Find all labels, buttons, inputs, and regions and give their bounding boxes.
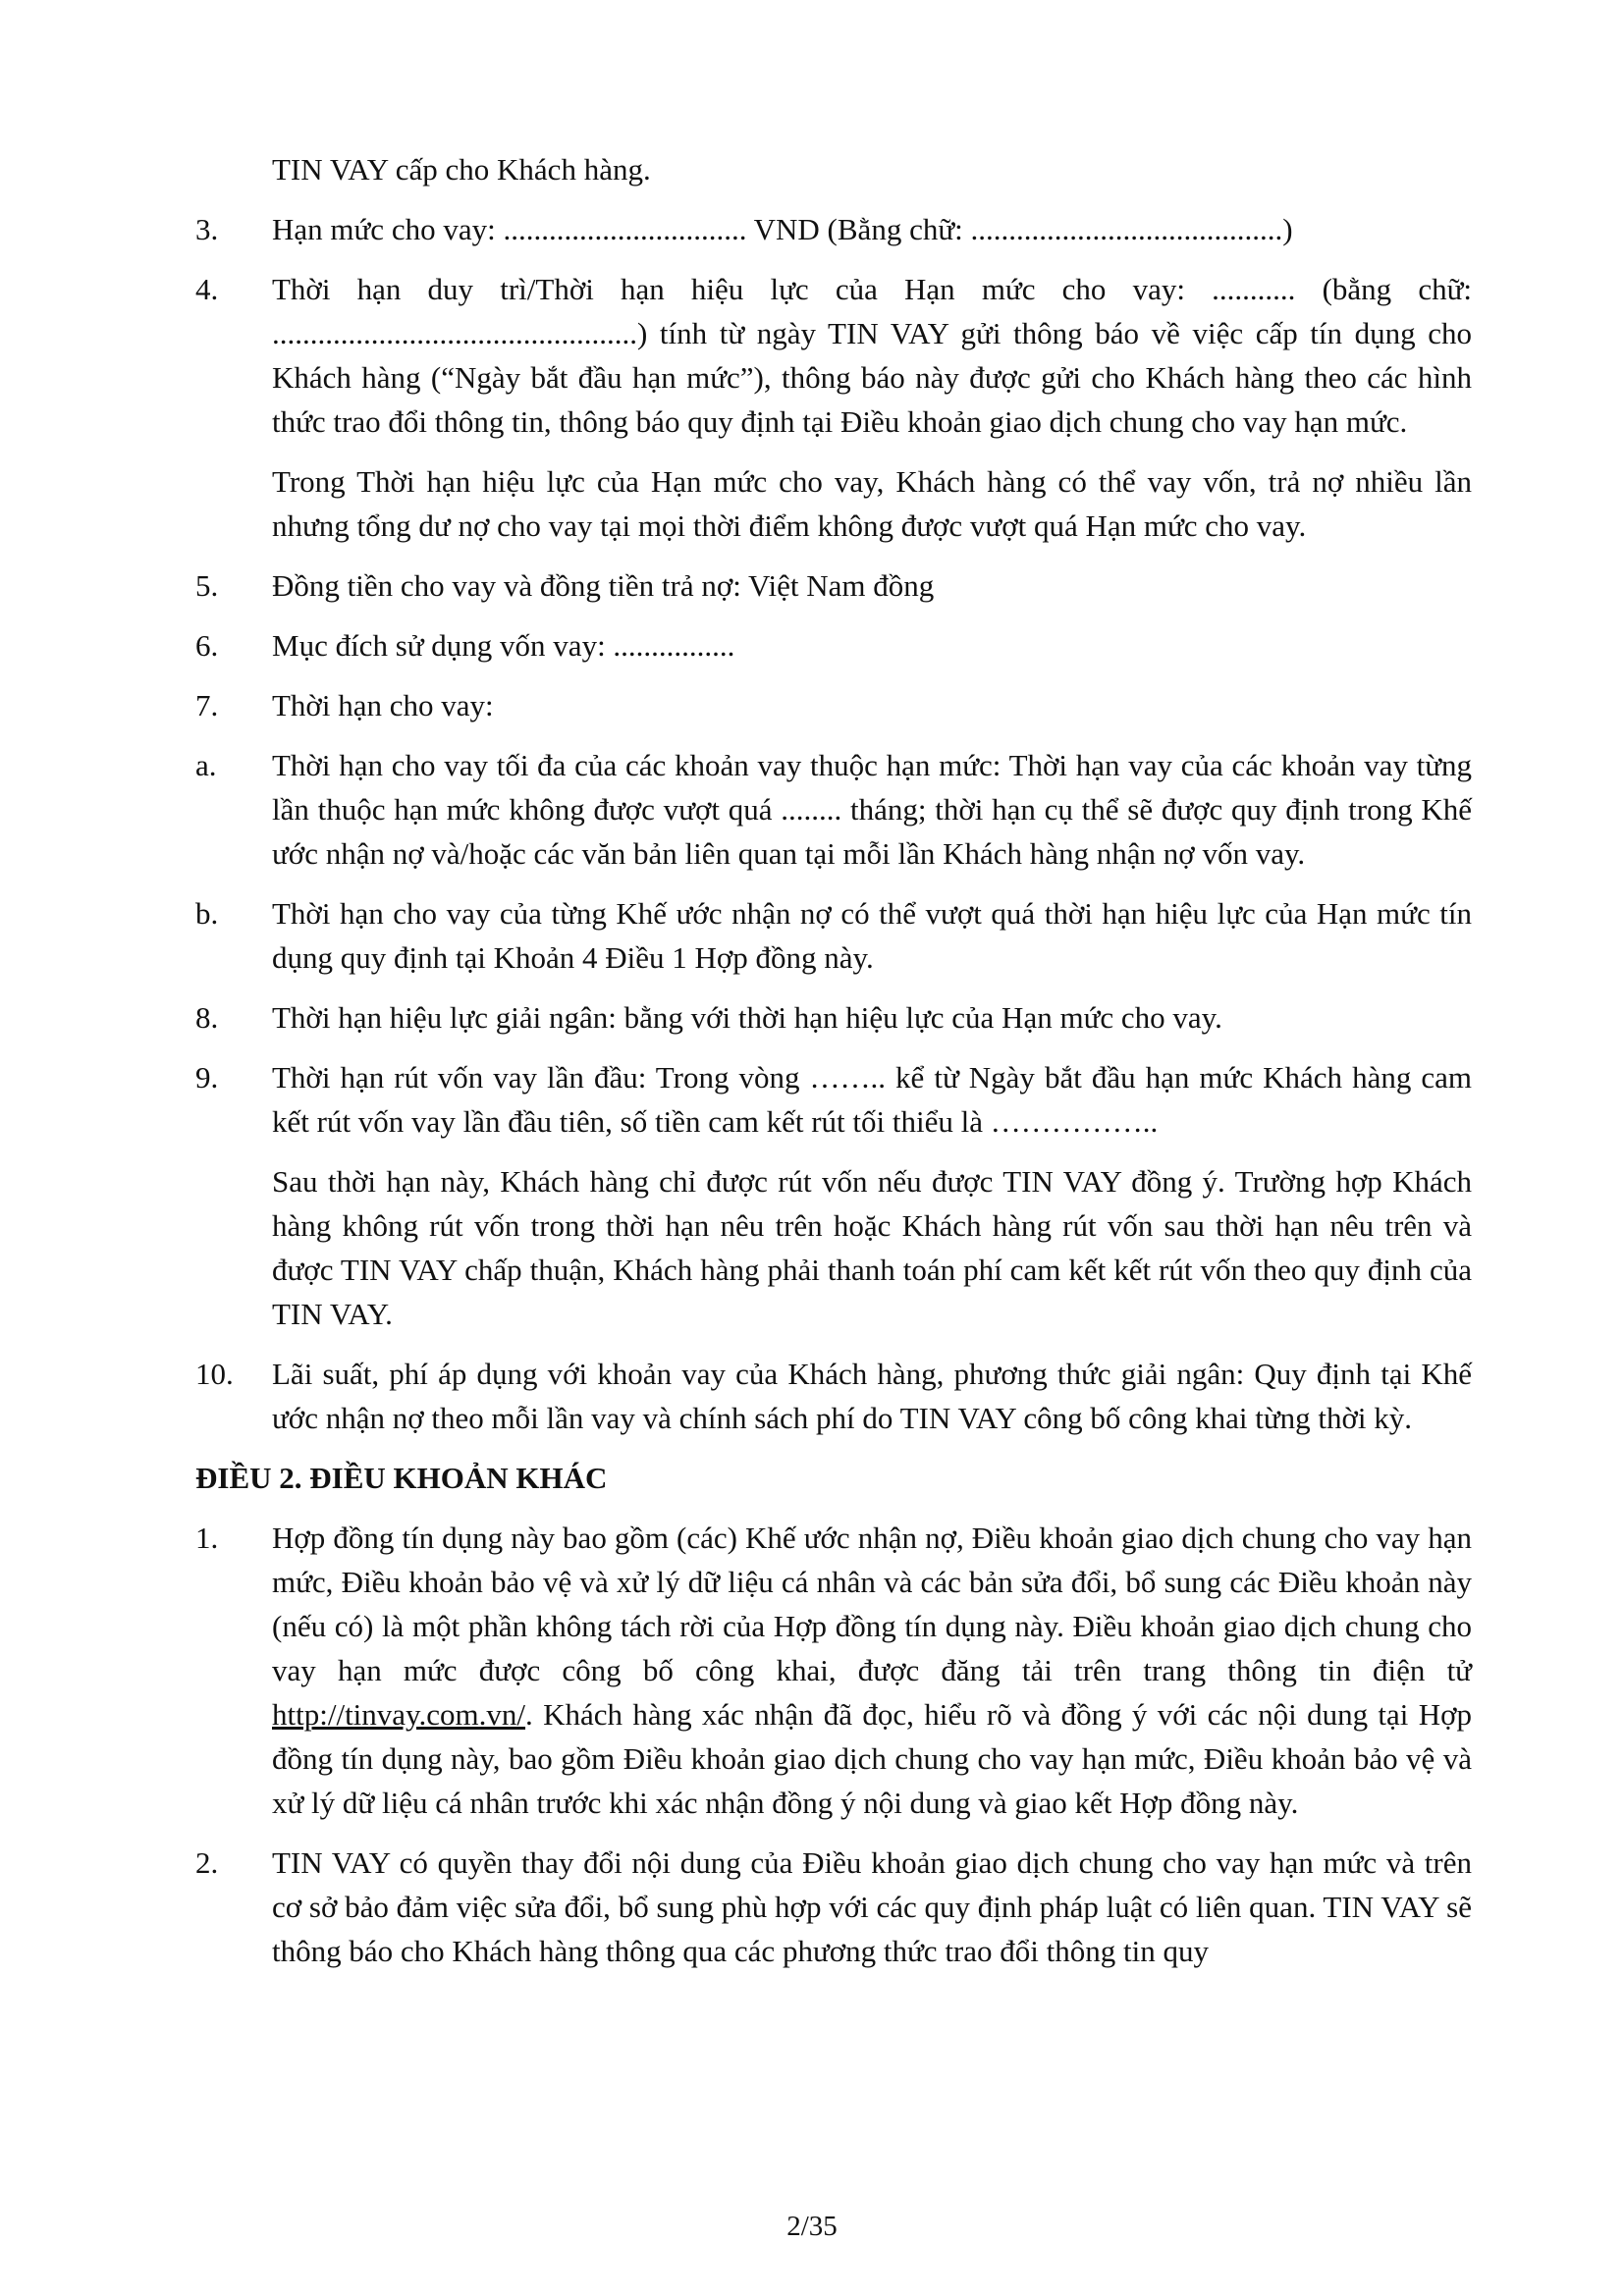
item-text: Hạn mức cho vay: ................................ VND (Bằng chữ: .........................................) — [272, 212, 1293, 246]
list-item-7 — [195, 683, 1472, 727]
continued-line: TIN VAY cấp cho Khách hàng. — [272, 152, 651, 187]
item-text: Thời hạn duy trì/Thời hạn hiệu lực của Hạn mức cho vay: ........... (bằng chữ: ................................................) tính từ ngày TIN VAY gửi thông báo về việc cấp tín dụng cho Khách hàng (“Ngày bắt đầu hạn mức”), thông báo này được gửi cho Khách hàng theo các hình thức trao đổi thông tin, thông báo quy định tại Điều khoản giao dịch chung cho vay hạn mức. — [272, 272, 1472, 439]
list-item-4-paragraph: Trong Thời hạn hiệu lực của Hạn mức cho vay, Khách hàng có thể vay vốn, trả nợ nhiều lần nhưng tổng dư nợ cho vay tại mọi thời điểm không được vượt quá Hạn mức cho vay. — [272, 464, 1472, 543]
list-item-5 — [195, 563, 1472, 608]
item-text: Mục đích sử dụng vốn vay: ................ — [272, 628, 735, 663]
item-text — [272, 1521, 1472, 1820]
document-body — [195, 147, 1472, 1989]
article-2-item-2 — [195, 1841, 1472, 1973]
item-text-before-link: Hợp đồng tín dụng này bao gồm (các) Khế ước nhận nợ, Điều khoản giao dịch chung cho vay hạn mức, Điều khoản bảo vệ và xử lý dữ liệu cá nhân và các bản sửa đổi, bổ sung các Điều khoản này (nếu có) là một phần không tách rời của Hợp đồng tín dụng này. Điều khoản giao dịch chung cho vay hạn mức được công bố công khai, được đăng tải trên trang thông tin điện tử — [272, 1521, 1472, 1687]
item-text: Thời hạn cho vay tối đa của các khoản vay thuộc hạn mức: Thời hạn vay của các khoản vay từng lần thuộc hạn mức không được vượt quá ........ tháng; thời hạn cụ thể sẽ được quy định trong Khế ước nhận nợ và/hoặc các văn bản liên quan tại mỗi lần Khách hàng nhận nợ vốn vay. — [272, 748, 1472, 871]
item-number: 8. — [195, 1000, 219, 1035]
list-item-3 — [195, 207, 1472, 251]
item-number: 5. — [195, 568, 219, 603]
list-item-7b — [195, 891, 1472, 980]
item-number: 10. — [195, 1357, 234, 1391]
item-text: Lãi suất, phí áp dụng với khoản vay của Khách hàng, phương thức giải ngân: Quy định tại Khế ước nhận nợ theo mỗi lần vay và chính sách phí do TIN VAY công bố công khai từng thời kỳ. — [272, 1357, 1472, 1435]
item-text: Đồng tiền cho vay và đồng tiền trả nợ: Việt Nam đồng — [272, 568, 935, 603]
item-text: Thời hạn rút vốn vay lần đầu: Trong vòng …….. kể từ Ngày bắt đầu hạn mức Khách hàng cam kết rút vốn vay lần đầu tiên, số tiền cam kết rút tối thiểu là …………….. — [272, 1060, 1472, 1139]
item-number: 1. — [195, 1521, 219, 1555]
list-item-8 — [195, 995, 1472, 1040]
item-letter: b. — [195, 896, 219, 931]
item-text: Thời hạn cho vay của từng Khế ước nhận nợ có thể vượt quá thời hạn hiệu lực của Hạn mức tín dụng quy định tại Khoản 4 Điều 1 Hợp đồng này. — [272, 896, 1472, 975]
list-item-6 — [195, 623, 1472, 667]
item-text: Thời hạn hiệu lực giải ngân: bằng với thời hạn hiệu lực của Hạn mức cho vay. — [272, 1000, 1222, 1035]
article-2-item-1 — [195, 1516, 1472, 1825]
item-number: 4. — [195, 272, 219, 306]
item-text-after-link: . Khách hàng xác nhận đã đọc, hiểu rõ và đồng ý với các nội dung tại Hợp đồng tín dụng này, bao gồm Điều khoản giao dịch chung cho vay hạn mức, Điều khoản bảo vệ và xử lý dữ liệu cá nhân trước khi xác nhận đồng ý nội dung và giao kết Hợp đồng này. — [272, 1697, 1472, 1820]
item-number: 3. — [195, 212, 219, 246]
list-item-4 — [195, 267, 1472, 444]
item-number: 6. — [195, 628, 219, 663]
item-number: 2. — [195, 1845, 219, 1880]
list-item-10 — [195, 1352, 1472, 1440]
website-link[interactable]: http://tinvay.com.vn/ — [272, 1697, 526, 1732]
item-text: TIN VAY có quyền thay đổi nội dung của Điều khoản giao dịch chung cho vay hạn mức và trên cơ sở bảo đảm việc sửa đổi, bổ sung phù hợp với các quy định pháp luật có liên quan. TIN VAY sẽ thông báo cho Khách hàng thông qua các phương thức trao đổi thông tin quy — [272, 1845, 1472, 1968]
item-letter: a. — [195, 748, 217, 782]
page-number: 2/35 — [786, 2211, 838, 2242]
article-2-heading: ĐIỀU 2. ĐIỀU KHOẢN KHÁC — [195, 1461, 608, 1495]
list-item-9-paragraph: Sau thời hạn này, Khách hàng chỉ được rút vốn nếu được TIN VAY đồng ý. Trường hợp Khách hàng không rút vốn trong thời hạn nêu trên hoặc Khách hàng rút vốn sau thời hạn nêu trên và được TIN VAY chấp thuận, Khách hàng phải thanh toán phí cam kết kết rút vốn theo quy định của TIN VAY. — [272, 1164, 1472, 1331]
list-item-7a — [195, 743, 1472, 876]
item-number: 9. — [195, 1060, 219, 1095]
item-text: Thời hạn cho vay: — [272, 688, 494, 722]
list-item-9 — [195, 1055, 1472, 1144]
item-number: 7. — [195, 688, 219, 722]
